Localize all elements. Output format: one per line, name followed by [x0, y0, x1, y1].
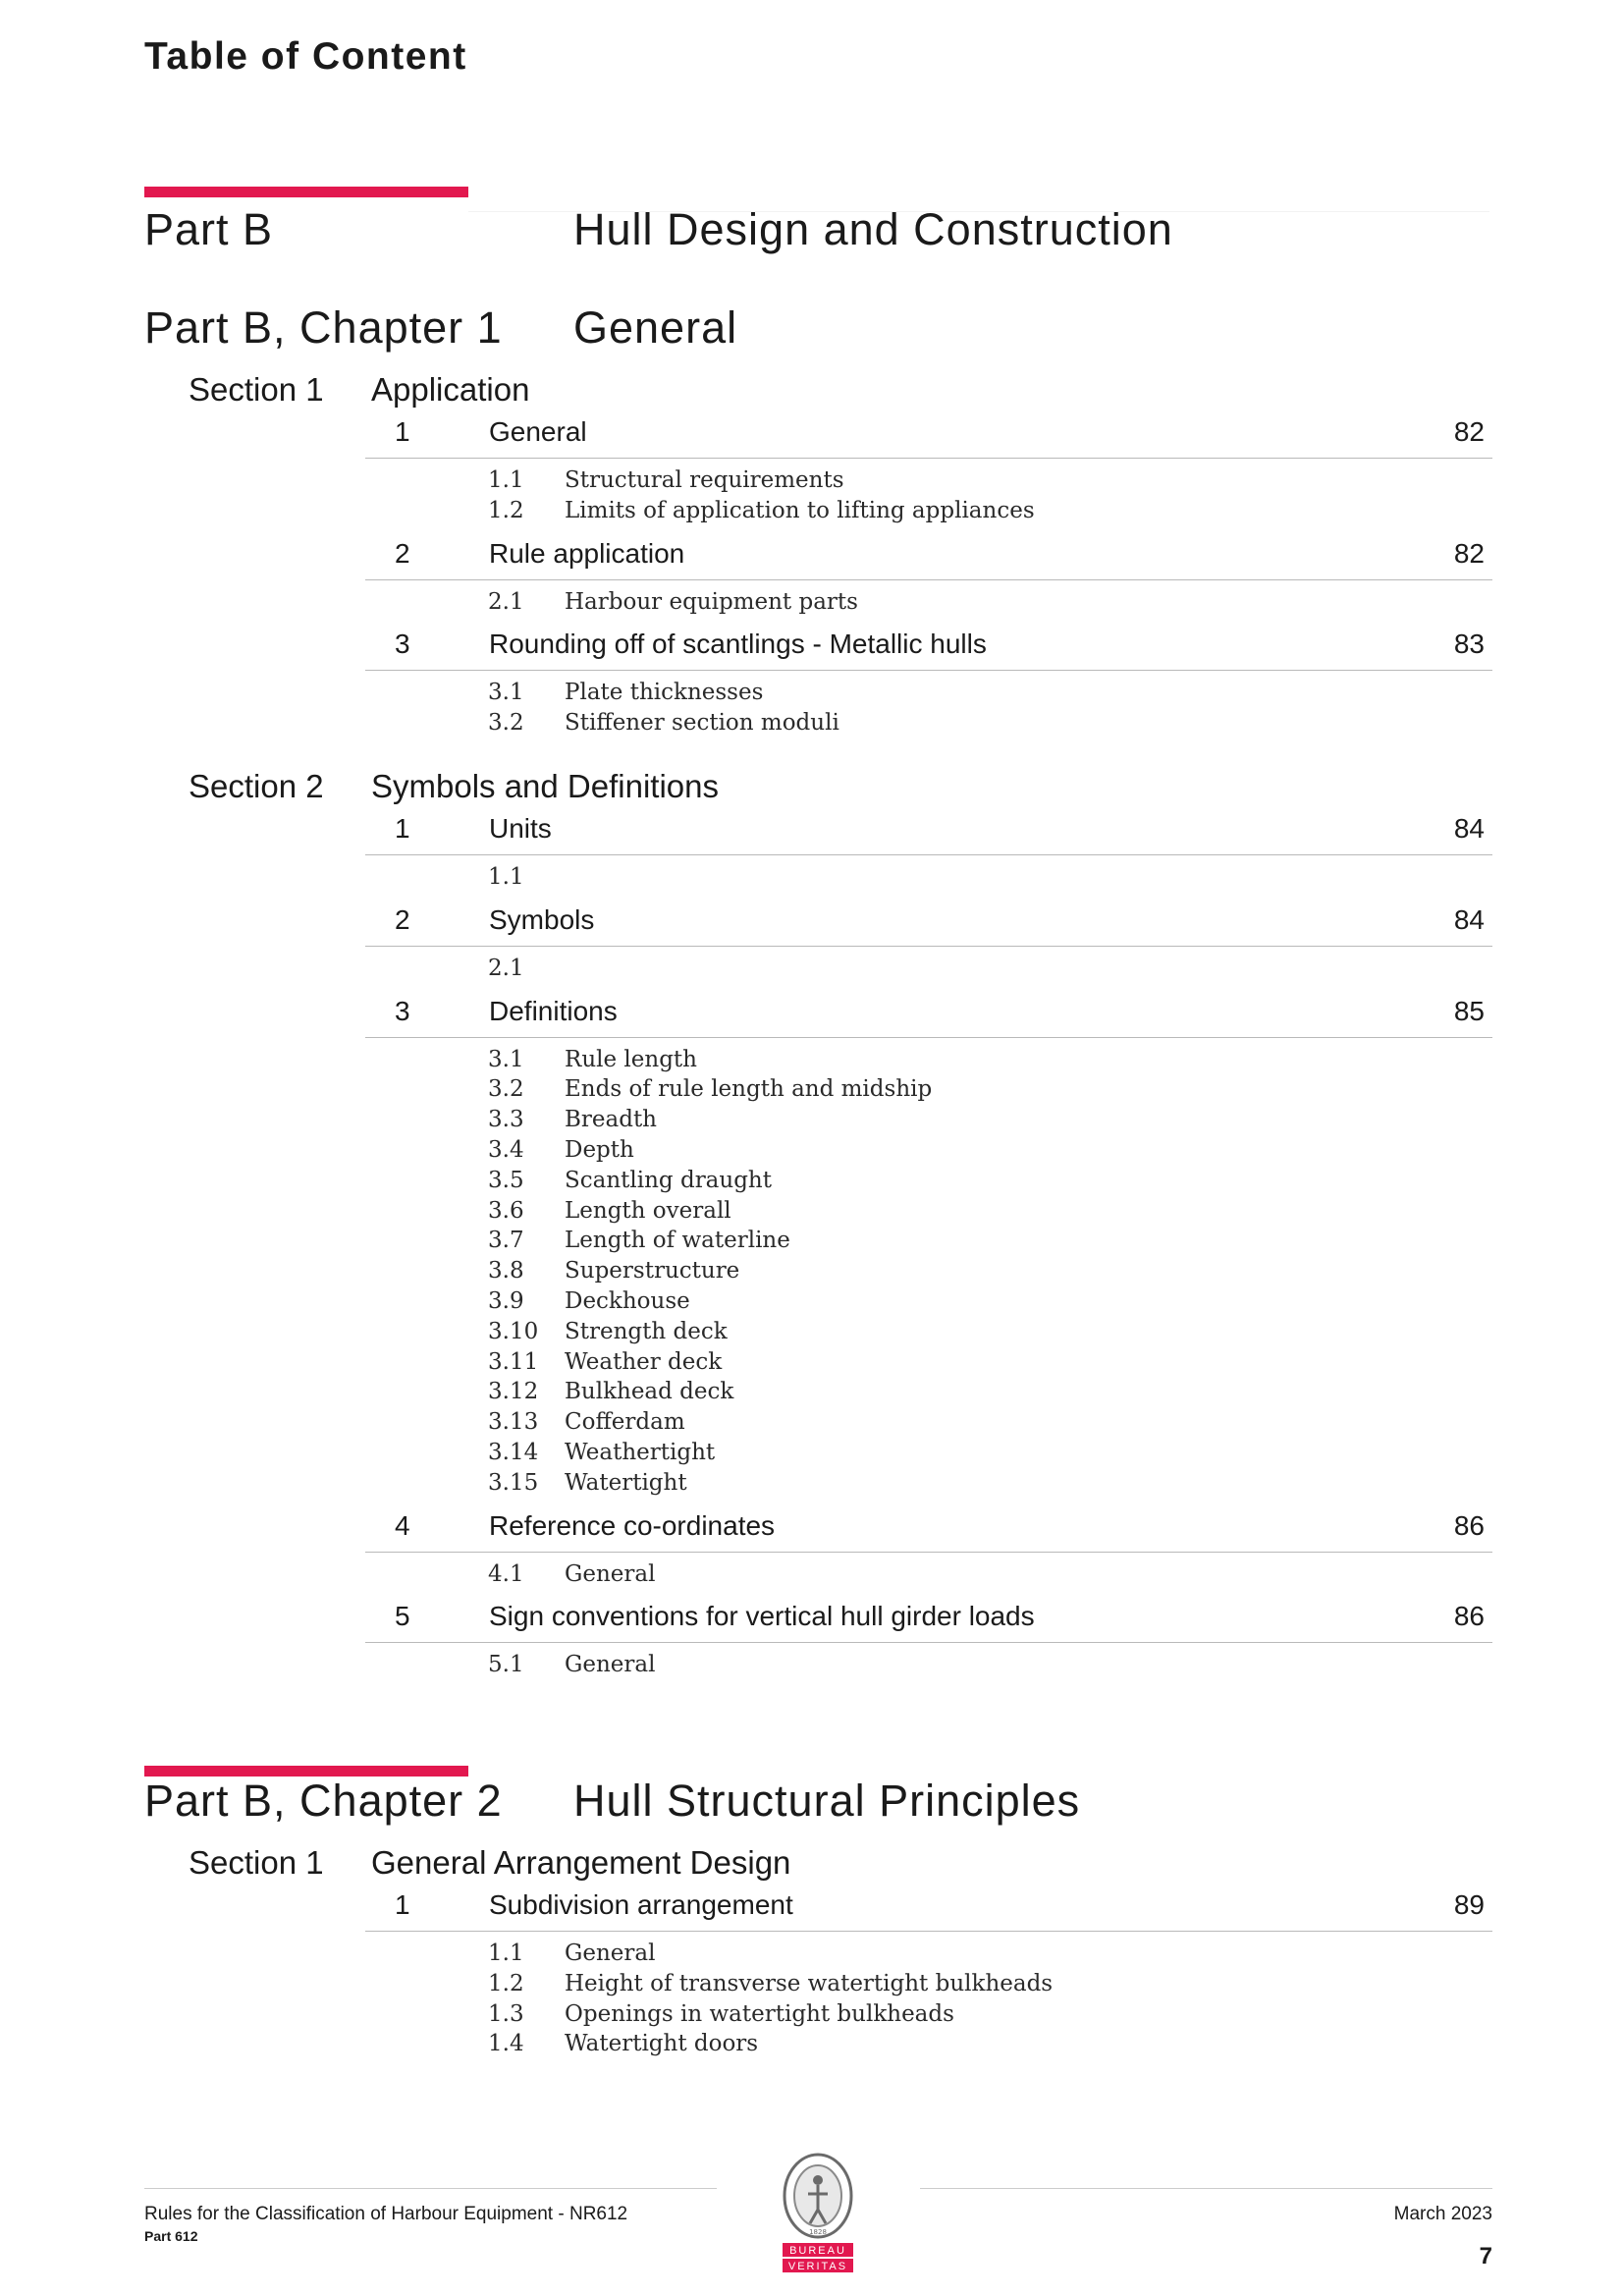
- page-title: Table of Content: [144, 35, 467, 78]
- subarticle-number: 3.10: [488, 1318, 539, 1344]
- article-title: Rounding off of scantlings - Metallic hulls: [489, 629, 987, 660]
- subarticle-number: 3.11: [488, 1348, 539, 1375]
- part-title: Hull Design and Construction: [573, 204, 1173, 254]
- article-number: 5: [395, 1601, 410, 1632]
- footer-part: Part 612: [144, 2228, 198, 2244]
- subarticle-title: General: [565, 1560, 656, 1587]
- chapter-label: Part B, Chapter 2: [144, 1776, 503, 1826]
- subarticle-number: 3.8: [488, 1258, 524, 1285]
- article-page-number: 84: [1453, 903, 1485, 935]
- subarticle-title: Depth: [565, 1137, 634, 1163]
- article-number: 1: [395, 416, 410, 447]
- article-title: Subdivision arrangement: [489, 1889, 793, 1920]
- subarticle-number: 3.5: [488, 1167, 524, 1193]
- subarticle-number: 3.1: [488, 1046, 524, 1072]
- toc-article-row[interactable]: [365, 625, 1492, 671]
- subarticle-title: General: [565, 1941, 656, 1966]
- article-number: 2: [395, 537, 410, 569]
- article-title: Definitions: [489, 995, 618, 1026]
- subarticle-number: 1.1: [488, 1941, 524, 1966]
- subarticle-title: Watertight doors: [565, 2031, 759, 2057]
- subarticle-number: 3.13: [488, 1409, 539, 1436]
- subarticle-number: 3.15: [488, 1469, 539, 1496]
- article-page-number: 83: [1453, 629, 1485, 660]
- subarticle-title: Harbour equipment parts: [565, 588, 858, 615]
- subarticle-title: Stiffener section moduli: [565, 710, 839, 737]
- footer-rule-right: [920, 2188, 1492, 2189]
- subarticle-number: 2.1: [488, 955, 524, 981]
- subarticle-number: 3.14: [488, 1440, 539, 1465]
- chapter-title: General: [573, 302, 738, 353]
- article-title: General: [489, 416, 587, 447]
- subarticle-title: General: [565, 1652, 656, 1678]
- article-page-number: 84: [1453, 813, 1485, 844]
- footer-rule-left: [144, 2188, 717, 2189]
- subarticle-number: 1.3: [488, 2000, 524, 2027]
- article-number: 1: [395, 1889, 410, 1920]
- subarticle-title: Rule length: [565, 1046, 697, 1072]
- subarticle-number: 4.1: [488, 1560, 524, 1587]
- part-label: Part B: [144, 204, 274, 254]
- article-title: Symbols: [489, 903, 595, 935]
- subarticle-number: 1.1: [488, 467, 524, 493]
- part-accent-bar: [144, 187, 468, 197]
- article-number: 3: [395, 995, 410, 1026]
- section-title: General Arrangement Design: [371, 1844, 791, 1881]
- article-page-number: 86: [1453, 1601, 1485, 1632]
- subarticle-number: 3.9: [488, 1288, 524, 1314]
- subarticle-number: 3.3: [488, 1107, 524, 1133]
- article-page-number: 89: [1453, 1889, 1485, 1920]
- subarticle-title: Plate thicknesses: [565, 680, 764, 706]
- subarticle-number: 2.1: [488, 588, 524, 615]
- subarticle-number: 3.2: [488, 710, 524, 737]
- section-title: Symbols and Definitions: [371, 768, 720, 804]
- section-title: Application: [371, 371, 530, 408]
- subarticle-title: Ends of rule length and midship: [565, 1076, 933, 1103]
- subarticle-title: Openings in watertight bulkheads: [565, 2000, 954, 2027]
- chapter-title: Hull Structural Principles: [573, 1776, 1081, 1826]
- subarticle-title: Structural requirements: [565, 467, 844, 493]
- article-page-number: 82: [1453, 537, 1485, 569]
- toc-article-row[interactable]: [365, 534, 1492, 580]
- subarticle-number: 3.12: [488, 1379, 539, 1405]
- subarticle-title: Length of waterline: [565, 1228, 790, 1254]
- subarticle-title: Length overall: [565, 1197, 731, 1224]
- subarticle-title: Watertight: [565, 1469, 687, 1496]
- article-page-number: 82: [1453, 416, 1485, 447]
- subarticle-title: Cofferdam: [565, 1409, 685, 1436]
- footer-doc-title: Rules for the Classification of Harbour Equipment - NR612: [144, 2204, 628, 2224]
- logo-seal-icon: [784, 2155, 851, 2237]
- toc-article-row[interactable]: [365, 1506, 1492, 1553]
- subarticle-title: Deckhouse: [565, 1288, 690, 1314]
- subarticle-number: 3.6: [488, 1197, 524, 1224]
- subarticle-title: Strength deck: [565, 1318, 728, 1344]
- article-number: 3: [395, 629, 410, 660]
- subarticle-number: 1.2: [488, 497, 524, 523]
- logo-year: 1828: [809, 2228, 827, 2236]
- subarticle-title: Breadth: [565, 1107, 657, 1133]
- section-label: Section 1: [189, 1844, 324, 1881]
- subarticle-title: Height of transverse watertight bulkheads: [565, 1970, 1054, 1996]
- toc-article-row[interactable]: [365, 1597, 1492, 1643]
- subarticle-number: 1.2: [488, 1970, 524, 1996]
- article-number: 1: [395, 813, 410, 844]
- subarticle-title: Bulkhead deck: [565, 1379, 734, 1405]
- subarticle-title: Weather deck: [565, 1348, 723, 1375]
- article-number: 2: [395, 903, 410, 935]
- article-title: Reference co-ordinates: [489, 1509, 776, 1541]
- article-title: Sign conventions for vertical hull girder loads: [489, 1601, 1035, 1632]
- page-number: 7: [1479, 2243, 1492, 2269]
- bureau-veritas-logo: [769, 2153, 867, 2274]
- subarticle-title: Scantling draught: [565, 1167, 772, 1193]
- article-number: 4: [395, 1509, 410, 1541]
- chapter-label: Part B, Chapter 1: [144, 302, 503, 353]
- toc-article-row[interactable]: [365, 901, 1492, 947]
- subarticle-number: 1.1: [488, 864, 524, 890]
- toc-article-row[interactable]: [365, 1886, 1492, 1932]
- subarticle-number: 3.2: [488, 1076, 524, 1103]
- footer-date: March 2023: [1393, 2204, 1492, 2224]
- toc-article-row[interactable]: [365, 809, 1492, 855]
- logo-word-veritas: VERITAS: [787, 2261, 848, 2272]
- subarticle-title: Superstructure: [565, 1258, 740, 1285]
- article-page-number: 85: [1453, 995, 1485, 1026]
- toc-article-row[interactable]: [365, 412, 1492, 459]
- subarticle-title: Limits of application to lifting appliances: [565, 497, 1035, 523]
- article-page-number: 86: [1453, 1509, 1485, 1541]
- article-title: Units: [489, 813, 552, 844]
- subarticle-number: 3.4: [488, 1137, 524, 1163]
- subarticle-title: Weathertight: [565, 1440, 716, 1465]
- logo-word-bureau: BUREAU: [789, 2245, 846, 2257]
- subarticle-number: 3.7: [488, 1228, 524, 1254]
- article-title: Rule application: [489, 537, 685, 569]
- subarticle-number: 1.4: [488, 2031, 524, 2057]
- toc-article-row[interactable]: [365, 992, 1492, 1038]
- subarticle-number: 5.1: [488, 1652, 524, 1678]
- subarticle-number: 3.1: [488, 680, 524, 706]
- section-label: Section 2: [189, 768, 324, 804]
- section-label: Section 1: [189, 371, 324, 408]
